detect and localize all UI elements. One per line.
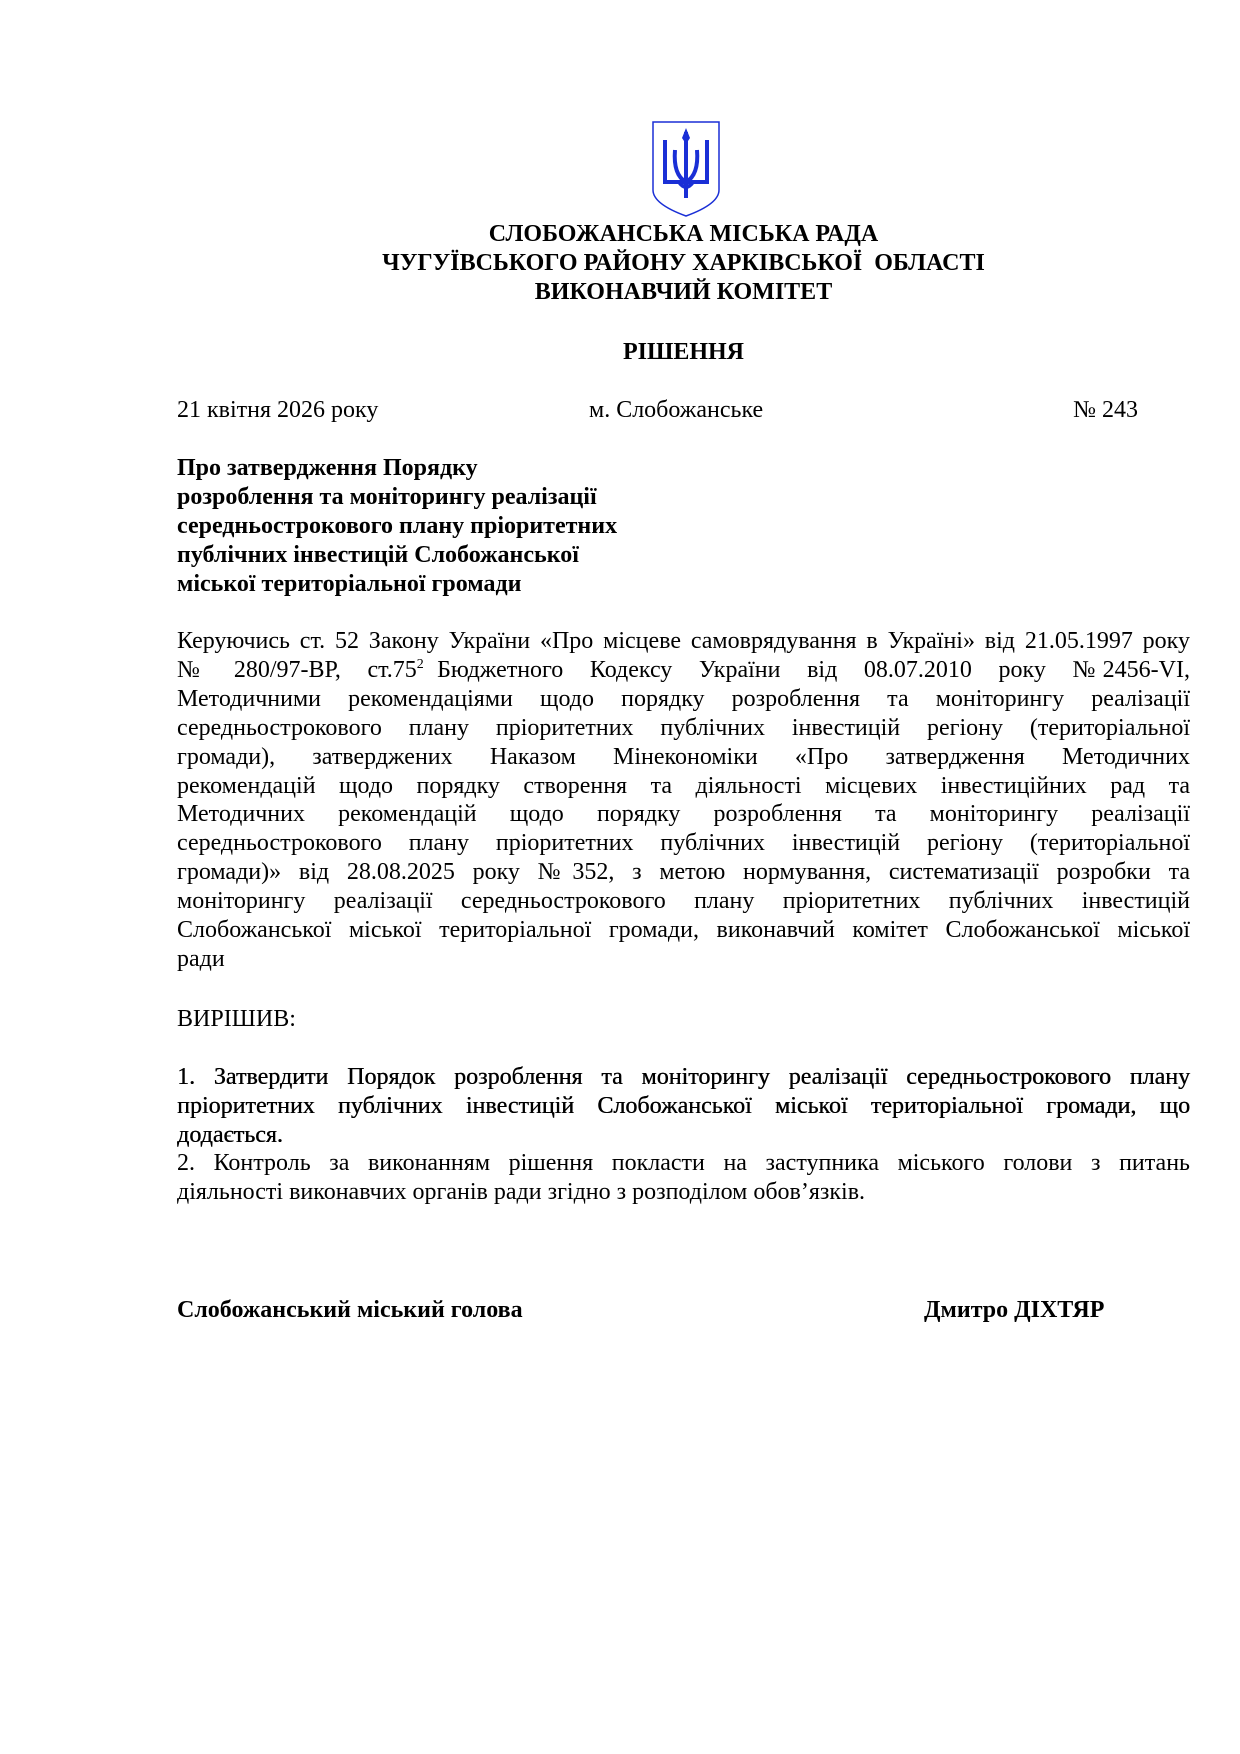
header-line: СЛОБОЖАНСЬКА МІСЬКА РАДА <box>488 221 879 247</box>
preamble-text: Бюджетного Кодексу України від 08.07.2010 року №2456-VI, <box>423 656 1190 683</box>
coat-of-arms-icon <box>651 120 721 218</box>
document-type: РІШЕННЯ <box>622 339 745 365</box>
preamble-line: Слобожанської міської територіальної громади, виконавчий комітет Слобожанської міської <box>177 917 1190 944</box>
document-place: м. Слобожанське <box>589 397 764 423</box>
document-title <box>177 454 617 599</box>
title-line: розроблення та моніторингу реалізації <box>177 484 597 510</box>
preamble-line: Методичними рекомендаціями щодо порядку розроблення та моніторингу реалізації <box>177 685 1190 712</box>
document-number: № 243 <box>1073 397 1138 423</box>
preamble-line: Керуючись ст. 52 Закону України «Про місцеве самоврядування в Україні» від 21.05.1997 року <box>177 628 1190 654</box>
title-line: публічних інвестицій Слобожанської <box>177 542 579 568</box>
decided-label: ВИРІШИВ: <box>177 1006 296 1032</box>
title-line: середньострокового плану пріоритетних <box>177 513 618 539</box>
preamble <box>177 627 1190 974</box>
header-line: ЧУГУЇВСЬКОГО РАЙОНУ ХАРКІВСЬКОЇ ОБЛАСТІ <box>382 250 985 276</box>
item-line: діяльності виконавчих органів ради згідно з розподілом обов’язків. <box>177 1178 866 1205</box>
item-line: пріоритетних публічних інвестицій Слобожанської міської територіальної громади, що <box>177 1092 1190 1119</box>
item-line: додається. <box>177 1121 283 1148</box>
item-line: 2. Контроль за виконанням рішення покласти на заступника міського голови з питань <box>177 1150 1190 1176</box>
preamble-line: ради <box>177 945 225 972</box>
preamble-line: моніторингу реалізації середньострокового плану пріоритетних публічних інвестицій <box>177 888 1190 915</box>
title-line: Про затвердження Порядку <box>177 455 478 481</box>
header-line: ВИКОНАВЧИЙ КОМІТЕТ <box>534 279 833 305</box>
preamble-text: № 280/97-ВР, ст.75 <box>177 656 417 683</box>
organization-header <box>177 220 1190 307</box>
preamble-line: середньострокового плану пріоритетних публічних інвестицій регіону (територіальної <box>177 830 1190 857</box>
preamble-line: Методичних рекомендацій щодо порядку розроблення та моніторингу реалізації <box>177 801 1190 828</box>
item-line: 1. Затвердити Порядок розроблення та моніторингу реалізації середньострокового плану <box>177 1064 1190 1090</box>
document-date: 21 квітня 2026 року <box>177 397 379 423</box>
decision-item-2 <box>177 1149 1190 1207</box>
title-line: міської територіальної громади <box>177 571 522 597</box>
preamble-line: громади), затверджених Наказом Мінекономіки «Про затвердження Методичних <box>177 743 1190 770</box>
superscript: 2 <box>416 656 424 672</box>
signatory-position: Слобожанський міський голова <box>177 1297 523 1323</box>
signatory-name: Дмитро ДІХТЯР <box>924 1297 1105 1323</box>
preamble-line <box>177 656 1190 685</box>
preamble-line: рекомендацій щодо порядку створення та діяльності місцевих інвестиційних рад та <box>177 772 1190 799</box>
preamble-line: середньострокового плану пріоритетних публічних інвестицій регіону (територіальної <box>177 714 1190 741</box>
preamble-line: громади)» від 28.08.2025 року №352, з метою нормування, систематизації розробки та <box>177 859 1190 886</box>
decision-item-1 <box>177 1063 1190 1150</box>
